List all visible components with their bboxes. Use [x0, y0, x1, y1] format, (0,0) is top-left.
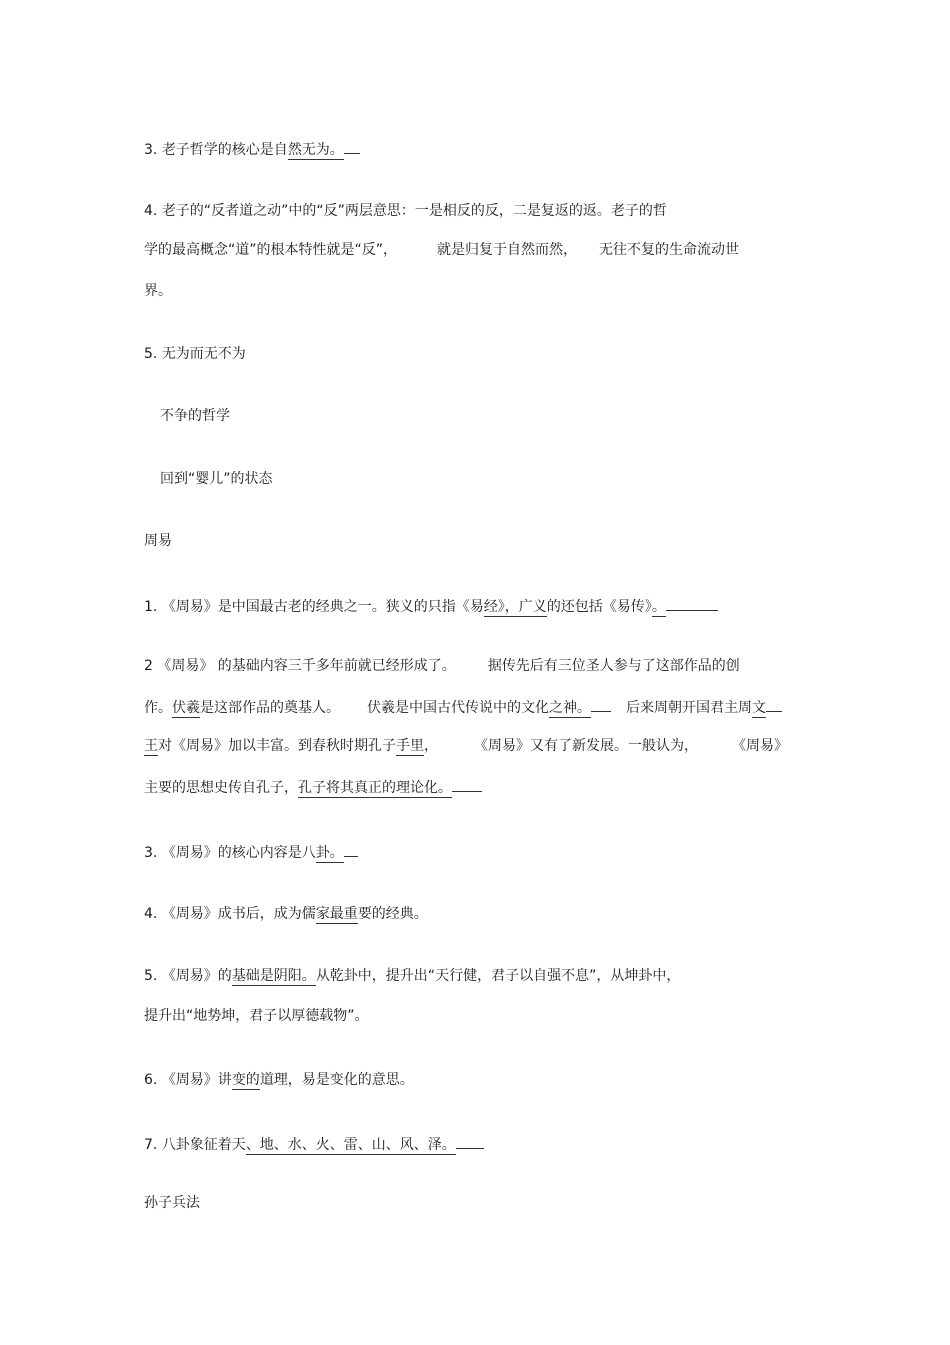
laozi-item-4-line2: 学的最高概念“道”的根本特性就是“反”， 就是归复于自然而然， 无往不复的生命流动世: [144, 242, 740, 258]
item-number: 5.: [144, 968, 158, 984]
zhouyi-item-2-line1: 2 《周易》 的基础内容三千多年前就已经形成了。 据传先后有三位圣人参与了这部作品的创: [144, 658, 740, 674]
zhouyi-item-1: 1. 《周易》是中国最古老的经典之一。狭义的只指《易经》，广义的还包括《易传》。: [144, 596, 718, 616]
zhouyi-item-7: 7. 八卦象征着天、地、水、火、雷、山、风、泽。: [144, 1134, 484, 1154]
item-number: 4.: [144, 203, 158, 219]
zhouyi-item-2-line4: 主要的思想史传自孔子，孔子将其真正的理论化。: [144, 777, 482, 797]
laozi-item-3: 3. 老子哲学的核心是自然无为。: [144, 139, 360, 159]
answer-underline: 之神。: [549, 700, 591, 716]
answer-underline: 卦。: [315, 845, 344, 861]
answer-underline: 孔子将其真正的理论化。: [298, 780, 452, 796]
item-number: 3.: [144, 142, 158, 158]
zhouyi-item-5-line1: 5. 《周易》的基础是阴阳。从乾卦中，提升出“天行健，君子以自强不息”，从坤卦中，: [144, 968, 681, 984]
laozi-sub-1: 不争的哲学: [160, 408, 230, 424]
laozi-item-4-line1: 4. 老子的“反者道之动”中的“反”两层意思：一是相反的反，二是复返的返。老子的哲: [144, 203, 667, 219]
answer-underline: 伏羲: [172, 700, 200, 716]
blank-line: [344, 842, 358, 857]
item-number: 6.: [144, 1072, 158, 1088]
answer-underline: 变的: [231, 1072, 260, 1088]
blank-line: [766, 697, 782, 712]
blank-line: [591, 697, 611, 712]
zhouyi-item-5-line2: 提升出“地势坤，君子以厚德载物”。: [144, 1008, 369, 1024]
answer-underline: 文: [752, 700, 766, 716]
zhouyi-item-2-line2: 作。伏羲是这部作品的奠基人。 伏羲是中国古代传说中的文化之神。 后来周朝开国君主周文: [144, 697, 782, 717]
item-number: 3.: [144, 845, 158, 861]
zhouyi-item-3: 3. 《周易》的核心内容是八卦。: [144, 842, 358, 862]
section-heading-sunzi: 孙子兵法: [144, 1195, 200, 1211]
zhouyi-item-6: 6. 《周易》讲变的道理，易是变化的意思。: [144, 1072, 414, 1088]
item-number: 5.: [144, 346, 158, 362]
laozi-item-5: 5. 无为而无不为: [144, 346, 246, 362]
item-number: 4.: [144, 906, 158, 922]
answer-underline: 手里: [396, 738, 424, 754]
answer-underline: 家最重: [315, 906, 358, 922]
section-heading-zhouyi: 周易: [144, 533, 172, 549]
blank-line: [666, 596, 718, 611]
answer-underline: 王: [144, 738, 158, 754]
answer-underline: 然无为。: [287, 142, 344, 158]
blank-line: [344, 139, 360, 154]
laozi-item-4-line3: 界。: [144, 283, 172, 299]
answer-underline: 。: [651, 599, 666, 615]
blank-line: [452, 777, 482, 792]
laozi-sub-2: 回到“婴儿”的状态: [160, 471, 273, 487]
item-number: 7.: [144, 1137, 158, 1153]
answer-underline: 经》，广义: [483, 599, 547, 615]
blank-line: [456, 1134, 484, 1149]
answer-underline: 、地、水、火、雷、山、风、泽。: [245, 1137, 456, 1153]
zhouyi-item-2-line3: 王对《周易》加以丰富。到春秋时期孔子手里， 《周易》又有了新发展。一般认为， 《周易》: [144, 738, 788, 754]
answer-underline: 基础是阴阳。: [231, 968, 316, 984]
zhouyi-item-4: 4. 《周易》成书后，成为儒家最重要的经典。: [144, 906, 428, 922]
item-number: 1.: [144, 599, 158, 615]
